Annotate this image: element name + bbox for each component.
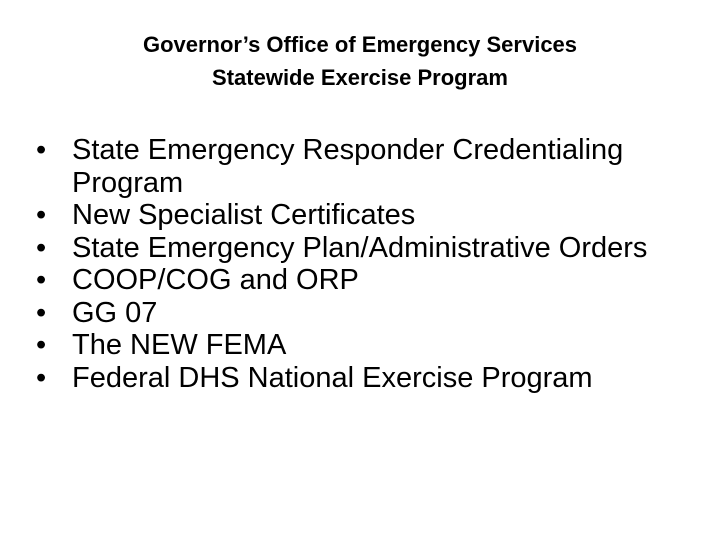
title-line-1: Governor’s Office of Emergency Services [142, 32, 578, 57]
bullet-dot: • [36, 361, 47, 394]
bullet-text: State Emergency Responder Credentialing Program [72, 134, 624, 199]
bullet-text: The NEW FEMA [72, 329, 287, 361]
slide-title [0, 28, 720, 94]
bullet-list [36, 134, 696, 394]
bullet-text: New Specialist Certificates [72, 199, 416, 231]
bullet-dot: • [36, 264, 47, 296]
bullet-dot: • [36, 231, 47, 264]
bullet-item [36, 199, 696, 232]
bullet-item [36, 329, 696, 362]
bullet-text: Federal DHS National Exercise Program [72, 361, 593, 394]
bullet-dot: • [36, 296, 47, 329]
bullet-text: GG 07 [72, 296, 158, 329]
bullet-dot: • [36, 329, 47, 361]
bullet-item [36, 264, 696, 297]
bullet-item [36, 134, 696, 199]
bullet-dot: • [36, 134, 47, 166]
bullet-text: COOP/COG and ORP [72, 264, 359, 296]
bullet-dot: • [36, 199, 47, 231]
bullet-text: State Emergency Plan/Administrative Orders [72, 231, 648, 264]
bullet-item [36, 297, 696, 330]
bullet-item [36, 362, 696, 395]
title-line-2: Statewide Exercise Program [212, 65, 508, 90]
bullet-item [36, 232, 696, 265]
